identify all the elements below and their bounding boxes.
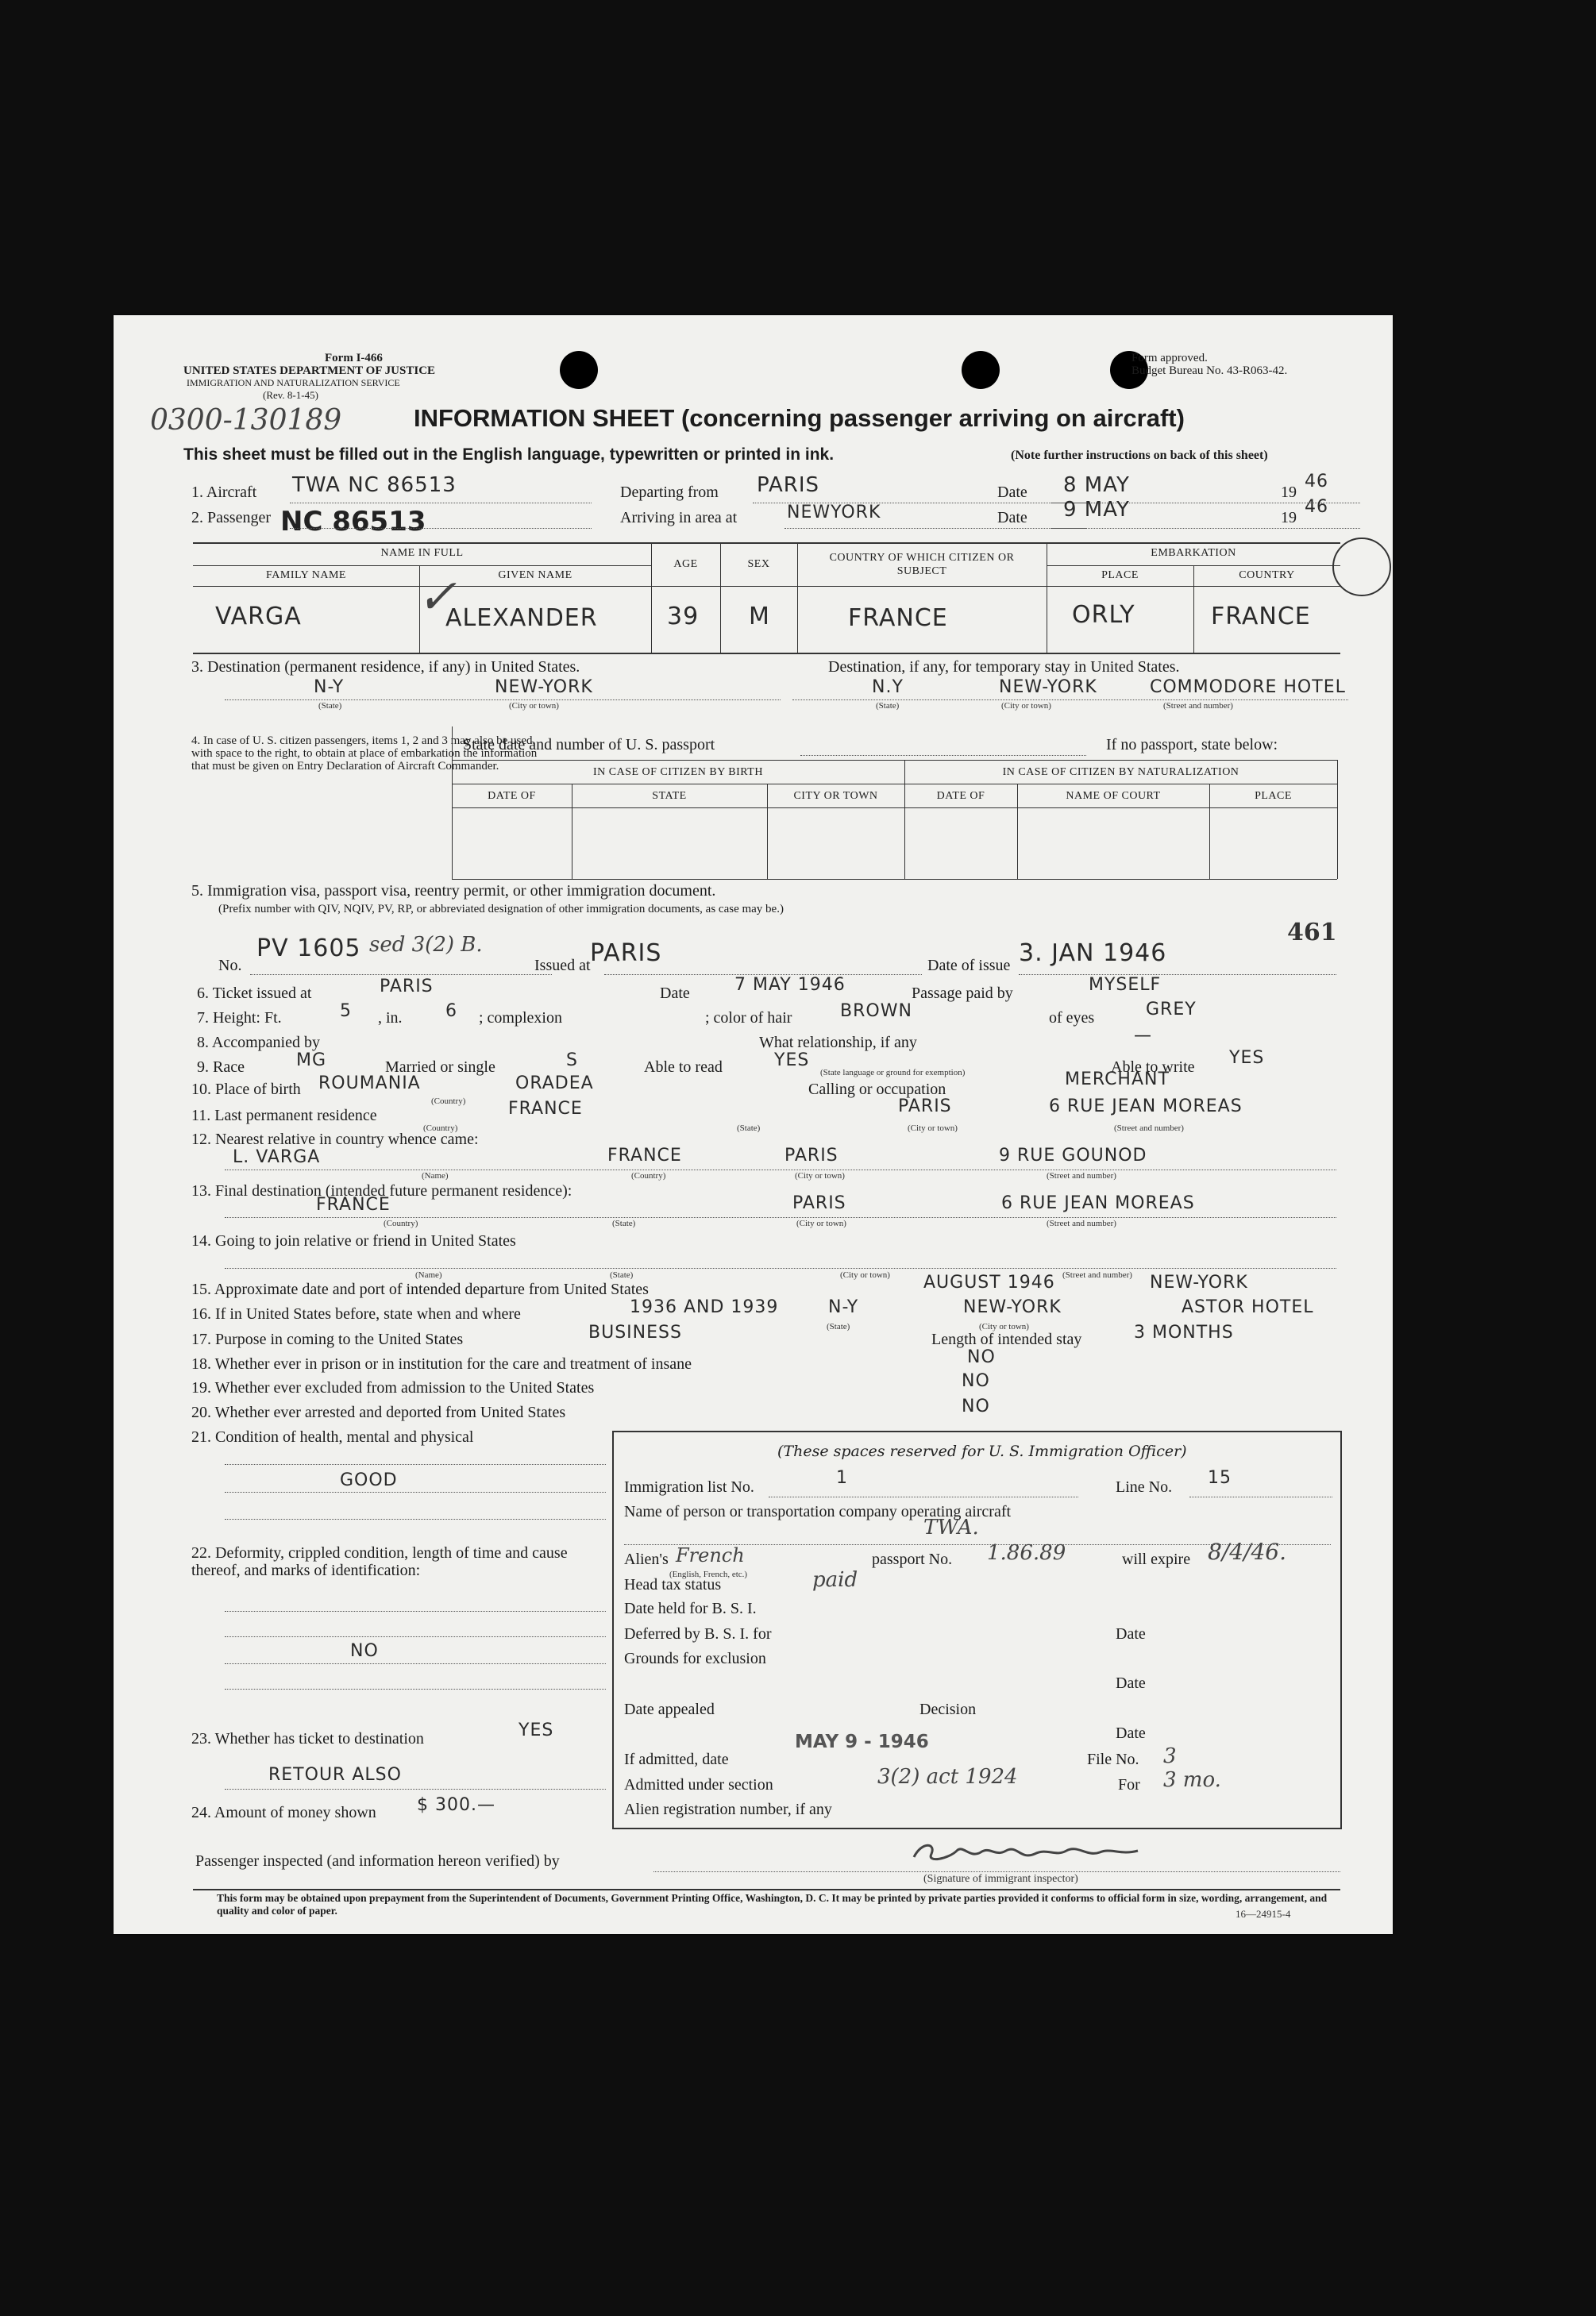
issued-value: PARIS — [590, 939, 662, 967]
file-number: 0300-130189 — [150, 404, 342, 437]
r16-city: NEW-YORK — [963, 1297, 1062, 1317]
r10-calling-label: Calling or occupation — [808, 1081, 946, 1098]
r24-value: $ 300.— — [417, 1795, 495, 1815]
aircraft-label: 1. Aircraft — [191, 484, 257, 501]
r12-street: 9 RUE GOUNOD — [999, 1146, 1147, 1166]
temp-state: N.Y — [872, 677, 904, 697]
caption: (City or town) — [509, 701, 559, 711]
r12-country: FRANCE — [607, 1146, 682, 1166]
aliens-label: Alien's — [624, 1551, 669, 1568]
r22-label: 22. Deformity, crippled condition, length of time and cause thereof, and marks of identification: — [191, 1544, 568, 1579]
r8-rel-value: — — [1134, 1026, 1152, 1046]
company-value: TWA. — [923, 1516, 979, 1540]
r7-hair: BROWN — [840, 1001, 912, 1021]
caption: (State language or ground for exemption) — [820, 1068, 966, 1077]
headtax-value: paid — [812, 1568, 858, 1592]
date2-label: Date — [997, 509, 1027, 526]
temp-city: NEW-YORK — [999, 677, 1097, 697]
r17-stay: 3 MONTHS — [1134, 1323, 1234, 1343]
caption: (State) — [612, 1219, 636, 1228]
r9-read-label: Able to read — [644, 1058, 723, 1076]
sex-header: SEX — [747, 558, 770, 570]
r13-country: FRANCE — [316, 1195, 391, 1215]
held-label: Date held for B. S. I. — [624, 1600, 757, 1617]
r15-label: 15. Approximate date and port of intended departure from United States — [191, 1281, 649, 1298]
r12-name: L. VARGA — [233, 1147, 321, 1167]
item5-label: 5. Immigration visa, passport visa, reentry permit, or other immigration document. — [191, 882, 716, 900]
r8-label: 8. Accompanied by — [197, 1034, 320, 1051]
r9-label: 9. Race — [197, 1058, 245, 1076]
r18-value: NO — [967, 1347, 996, 1367]
caption: (City or town) — [908, 1123, 958, 1133]
stamp-number: 461 — [1287, 919, 1337, 946]
section-value: 3(2) act 1924 — [877, 1765, 1018, 1789]
doc-no-value: PV 1605 — [256, 934, 361, 962]
r6-value: PARIS — [380, 977, 434, 996]
passport-no-label: passport No. — [872, 1551, 953, 1568]
family-name-value: VARGA — [215, 603, 302, 630]
citizen-header: COUNTRY OF WHICH CITIZEN OR SUBJECT — [829, 552, 1015, 577]
year2-prefix: 19 — [1281, 509, 1297, 526]
aircraft-value: TWA NC 86513 — [292, 473, 457, 497]
place-header: PLACE — [1101, 569, 1139, 581]
arriving-label: Arriving in area at — [620, 509, 738, 526]
caption: (Country) — [423, 1123, 458, 1133]
r23-value2: RETOUR ALSO — [268, 1765, 402, 1785]
revision: (Rev. 8-1-45) — [263, 389, 318, 401]
r9-married: S — [566, 1050, 578, 1070]
signature-caption: (Signature of immigrant inspector) — [923, 1873, 1078, 1885]
r8-rel-label: What relationship, if any — [759, 1034, 917, 1051]
list-label: Immigration list No. — [624, 1478, 754, 1496]
r7-hair-label: ; color of hair — [705, 1009, 792, 1027]
r11-street: 6 RUE JEAN MOREAS — [1049, 1096, 1243, 1116]
caption: (Street and number) — [1062, 1270, 1132, 1280]
caption: (Street and number) — [1163, 701, 1233, 711]
r9-married-label: Married or single — [385, 1058, 495, 1076]
aliens-caption: (English, French, etc.) — [669, 1570, 748, 1579]
admitted-label: If admitted, date — [624, 1751, 729, 1768]
officer-title: (These spaces reserved for U. S. Immigration Officer) — [777, 1443, 1187, 1460]
section-label: Admitted under section — [624, 1776, 773, 1794]
for-value: 3 mo. — [1163, 1768, 1221, 1792]
r10-label: 10. Place of birth — [191, 1081, 301, 1098]
inspector-signature — [908, 1833, 1162, 1875]
decision-date-label: Date — [1116, 1724, 1146, 1742]
punch-hole — [560, 351, 598, 389]
r7-in: 6 — [445, 1001, 457, 1021]
deferred-date-label: Date — [1116, 1625, 1146, 1643]
r7-label: 7. Height: Ft. — [197, 1009, 282, 1027]
by-birth-header: IN CASE OF CITIZEN BY BIRTH — [593, 766, 763, 778]
age-value: 39 — [667, 603, 700, 630]
embark-country-value: FRANCE — [1211, 603, 1311, 630]
temp-destination-label: Destination, if any, for temporary stay in United States. — [828, 658, 1180, 676]
year1-prefix: 19 — [1281, 484, 1297, 501]
r12-label: 12. Nearest relative in country whence came: — [191, 1131, 479, 1148]
r9-race: MG — [296, 1050, 327, 1070]
year2-value: 46 — [1305, 497, 1328, 517]
r20-label: 20. Whether ever arrested and deported from United States — [191, 1404, 566, 1421]
col-date-of: DATE OF — [488, 790, 536, 802]
temp-street: COMMODORE HOTEL — [1150, 677, 1346, 697]
caption: (Country) — [384, 1219, 418, 1228]
check-mark: ✓ — [417, 569, 457, 625]
caption: (City or town) — [840, 1270, 890, 1280]
r12-city: PARIS — [785, 1146, 838, 1166]
caption: (City or town) — [796, 1219, 846, 1228]
issue-date-label: Date of issue — [927, 957, 1011, 974]
r7-ft: 5 — [340, 1001, 352, 1021]
r19-value: NO — [962, 1371, 990, 1391]
caption: (Street and number) — [1047, 1219, 1116, 1228]
age-header: AGE — [673, 558, 698, 570]
passenger-label: 2. Passenger — [191, 509, 271, 526]
admitted-stamp: MAY 9 - 1946 — [795, 1732, 929, 1752]
grounds-label: Grounds for exclusion — [624, 1650, 766, 1667]
deferred-label: Deferred by B. S. I. for — [624, 1625, 772, 1643]
appealed-label: Date appealed — [624, 1701, 715, 1718]
r10-calling: MERCHANT — [1065, 1069, 1170, 1089]
departing-value: PARIS — [757, 473, 820, 497]
department: UNITED STATES DEPARTMENT OF JUSTICE — [183, 364, 436, 377]
punch-hole — [962, 351, 1000, 389]
r13-city: PARIS — [792, 1193, 846, 1213]
destination-label: 3. Destination (permanent residence, if any) in United States. — [191, 658, 580, 676]
item5-sub: (Prefix number with QIV, NQIV, PV, RP, or abbreviated designation of other immigration documents, as case may be.) — [218, 903, 784, 915]
caption: (City or town) — [1001, 701, 1051, 711]
name-in-full-header: NAME IN FULL — [380, 547, 464, 559]
for-label: For — [1118, 1776, 1140, 1794]
r7-eyes: GREY — [1146, 1000, 1197, 1019]
passport-label: State date and number of U. S. passport — [463, 736, 715, 753]
file-value: 3 — [1163, 1744, 1177, 1768]
r9-write-label: Able to write — [1111, 1058, 1195, 1076]
issue-date-value: 3. JAN 1946 — [1019, 939, 1167, 967]
r23-label: 23. Whether has ticket to destination — [191, 1730, 424, 1748]
r15-date: AUGUST 1946 — [923, 1273, 1055, 1293]
r20-value: NO — [962, 1397, 990, 1416]
aliens-value: French — [676, 1544, 745, 1566]
r17-label: 17. Purpose in coming to the United States — [191, 1331, 464, 1348]
r23-value: YES — [519, 1721, 554, 1740]
caption: (Country) — [431, 1096, 466, 1106]
information-sheet — [114, 315, 1393, 1934]
r9-write: YES — [1229, 1048, 1265, 1068]
r11-city: PARIS — [898, 1096, 952, 1116]
form-number: Form I-466 — [325, 352, 383, 364]
caption: (Name) — [422, 1171, 449, 1181]
passport-no-value: 1.86.89 — [987, 1541, 1066, 1565]
dest-state: N-Y — [314, 677, 345, 697]
r11-label: 11. Last permanent residence — [191, 1107, 377, 1124]
departing-label: Departing from — [620, 484, 719, 501]
r14-label: 14. Going to join relative or friend in United States — [191, 1232, 516, 1250]
expire-label: will expire — [1122, 1551, 1191, 1568]
col-state: STATE — [652, 790, 687, 802]
date1-value: 8 MAY — [1063, 473, 1130, 497]
caption: (Country) — [631, 1171, 666, 1181]
sex-value: M — [749, 603, 770, 630]
note: (Note further instructions on back of this sheet) — [1011, 449, 1268, 462]
citizen-value: FRANCE — [848, 604, 948, 632]
r7-complexion: ; complexion — [479, 1009, 562, 1027]
line-label: Line No. — [1116, 1478, 1173, 1496]
line-value: 15 — [1208, 1468, 1232, 1488]
date2-value: 9 MAY — [1063, 498, 1130, 522]
family-name-header: FAMILY NAME — [266, 569, 346, 581]
dest-city: NEW-YORK — [495, 677, 593, 697]
col-date-of: DATE OF — [936, 790, 985, 802]
form-approved: Form approved. — [1131, 352, 1208, 364]
company-label: Name of person or transportation company operating aircraft — [624, 1503, 1012, 1520]
r13-street: 6 RUE JEAN MOREAS — [1001, 1193, 1195, 1213]
r6-date-value: 7 MAY 1946 — [734, 975, 846, 995]
year1-value: 46 — [1305, 472, 1328, 491]
circle-mark — [1332, 538, 1391, 596]
caption: (State) — [827, 1322, 850, 1331]
given-name-header: GIVEN NAME — [498, 569, 572, 581]
r16-state: N-Y — [828, 1297, 859, 1317]
r21-value: GOOD — [340, 1470, 398, 1490]
r6-label: 6. Ticket issued at — [197, 985, 312, 1002]
embarkation-header: EMBARKATION — [1151, 547, 1236, 559]
r16-place: ASTOR HOTEL — [1182, 1297, 1314, 1317]
col-place: PLACE — [1255, 790, 1292, 802]
r9-read: YES — [774, 1050, 810, 1070]
r11-country: FRANCE — [508, 1099, 583, 1119]
r24-label: 24. Amount of money shown — [191, 1804, 376, 1821]
footer-code: 16—24915-4 — [1236, 1908, 1291, 1920]
doc-no-note: sed 3(2) B. — [369, 933, 483, 957]
caption: (State) — [318, 701, 342, 711]
service: IMMIGRATION AND NATURALIZATION SERVICE — [187, 377, 400, 388]
budget-bureau: Budget Bureau No. 43-R063-42. — [1131, 364, 1288, 377]
caption: (Name) — [415, 1270, 442, 1280]
embark-place-value: ORLY — [1072, 601, 1135, 629]
issued-label: Issued at — [534, 957, 591, 974]
r22-value: NO — [350, 1641, 379, 1661]
caption: (City or town) — [979, 1322, 1029, 1331]
instructions: This sheet must be filled out in the English language, typewritten or printed in ink. — [183, 445, 835, 464]
headtax-label: Head tax status — [624, 1576, 722, 1593]
list-value: 1 — [836, 1468, 848, 1488]
file-label: File No. — [1087, 1751, 1139, 1768]
arriving-value: NEWYORK — [787, 503, 881, 522]
inspected-label: Passenger inspected (and information hereon verified) by — [195, 1852, 560, 1870]
passenger-value: NC 86513 — [280, 506, 426, 538]
r10-country: ROUMANIA — [318, 1073, 421, 1093]
r21-label: 21. Condition of health, mental and physical — [191, 1428, 474, 1446]
footer-note: This form may be obtained upon prepayment from the Superintendent of Documents, Government Printing Office, Washington, D. C. It may be printed by private parties provided it conforms to official form in size, wording, arrangement, and quality and color of paper. — [217, 1892, 1328, 1917]
r18-label: 18. Whether ever in prison or in institution for the care and treatment of insane — [191, 1355, 692, 1373]
caption: (State) — [737, 1123, 761, 1133]
doc-no-label: No. — [218, 957, 242, 974]
caption: (Street and number) — [1047, 1171, 1116, 1181]
caption: (City or town) — [795, 1171, 845, 1181]
r7-in-label: , in. — [378, 1009, 403, 1027]
col-city: CITY OR TOWN — [793, 790, 878, 802]
expire-value: 8/4/46. — [1208, 1539, 1287, 1565]
r6-paid-label: Passage paid by — [912, 985, 1013, 1002]
r16-when: 1936 AND 1939 — [630, 1297, 779, 1317]
caption: (State) — [876, 701, 900, 711]
decision-label: Decision — [919, 1701, 977, 1718]
r7-eyes-label: of eyes — [1049, 1009, 1095, 1027]
date1-label: Date — [997, 484, 1027, 501]
given-name-value: ALEXANDER — [445, 604, 598, 632]
r15-port: NEW-YORK — [1150, 1273, 1248, 1293]
r13-label: 13. Final destination (intended future permanent residence): — [191, 1182, 572, 1200]
r6-date-label: Date — [660, 985, 690, 1002]
caption: (Street and number) — [1114, 1123, 1184, 1133]
reg-label: Alien registration number, if any — [624, 1801, 832, 1818]
r10-city: ORADEA — [515, 1073, 594, 1093]
grounds-date-label: Date — [1116, 1674, 1146, 1692]
caption: (State) — [610, 1270, 634, 1280]
item4-text: 4. In case of U. S. citizen passengers, items 1, 2 and 3 may also be used, with space to the right, to obtain at place of embarkation the information that must be given on Entry Declaration of Aircraft Commander. — [191, 734, 538, 773]
r17-value: BUSINESS — [588, 1323, 682, 1343]
by-naturalization-header: IN CASE OF CITIZEN BY NATURALIZATION — [1002, 766, 1239, 778]
col-court: NAME OF COURT — [1066, 790, 1161, 802]
r17-stay-label: Length of intended stay — [931, 1331, 1082, 1348]
r6-paid-value: MYSELF — [1089, 975, 1162, 995]
r19-label: 19. Whether ever excluded from admission to the United States — [191, 1379, 595, 1397]
country-header: COUNTRY — [1239, 569, 1295, 581]
no-passport-label: If no passport, state below: — [1106, 736, 1278, 753]
r16-label: 16. If in United States before, state when and where — [191, 1305, 521, 1323]
page-title: INFORMATION SHEET (concerning passenger arriving on aircraft) — [414, 404, 1185, 432]
